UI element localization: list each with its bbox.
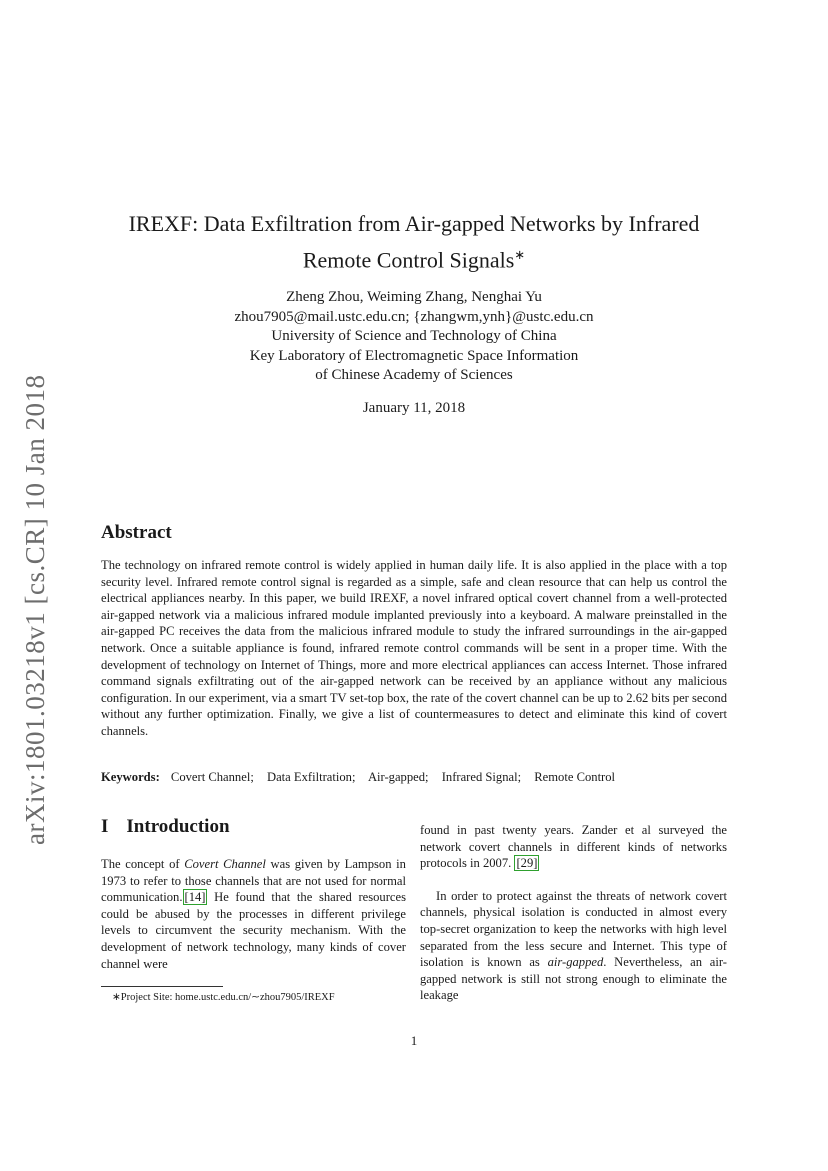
keyword-item: Air-gapped;	[367, 770, 429, 784]
text-run: was given by Lampson in 1973 to refer to those channels that are not used for normal communication.	[101, 857, 406, 905]
air-gapped-term: air-gapped	[547, 955, 604, 970]
arxiv-identifier-stamp: arXiv:1801.03218v1 [cs.CR] 10 Jan 2018	[20, 374, 50, 845]
intro-paragraph-continued	[420, 822, 727, 872]
affiliation-1: University of Science and Technology of China	[271, 328, 557, 344]
affiliation-2: Key Laboratory of Electromagnetic Space Information	[249, 347, 579, 364]
author-names: Zheng Zhou, Weiming Zhang, Nenghai Yu	[286, 289, 542, 305]
affiliation-3: of Chinese Academy of Sciences	[315, 367, 513, 383]
text-run: He found that the shared resources could be abused by the processes in different privilege levels to circumvent the security mechanism. With the development of network technology, many kinds of cover channel were	[101, 890, 406, 971]
citation-link-29[interactable]: [29]	[516, 856, 538, 871]
paper-date: January 11, 2018	[362, 400, 466, 416]
keyword-item: Covert Channel;	[170, 770, 254, 784]
section-title: Introduction	[126, 816, 230, 837]
abstract-text: The technology on infrared remote control is widely applied in human daily life. It is also applied in the place with a top security level. Infrared remote control signal is regarded as a simple, safe and clean resource that can help us control the electrical appliances nearby. In this paper, we build IREXF, a novel infrared optical covert channel from a well-protected air-gapped network via a malicious infrared module implanted previously into a keyboard. A malware preinstalled in the air-gapped PC receives the data from the malicious infrared module to study the infrared surroundings in the air-gapped network. Once a suitable appliance is found, infrared remote control commands will be sent in a proper time. With the development of technology on Internet of Things, more and more electrical appliances can access Internet. Those infrared command signals exfiltrating out of the air-gapped network can be received by an appliance without any malicious configuration. In our experiment, via a smart TV set-top box, the rate of the covert channel can be up to 2.62 bits per second without any further optimization. Finally, we give a list of countermeasures to detect and eliminate this kind of covert channels.	[101, 558, 727, 738]
citation-link-14[interactable]: [14]	[184, 890, 206, 905]
title-line-1: IREXF: Data Exfiltration from Air-gapped Networks by Infrared	[128, 211, 700, 236]
keyword-item: Remote Control	[534, 770, 616, 784]
covert-channel-term: Covert Channel	[184, 857, 266, 871]
text-run: found in past twenty years. Zander et al surveyed the network covert channels in different kinds of networks protocols in 2007.	[420, 823, 727, 871]
paper-title	[60, 208, 768, 275]
keywords-label: Keywords:	[101, 770, 160, 784]
text-run: In order to protect against the threats of network covert channels, physical isolation is conducted in almost every top-secret organization to keep the networks with high level separated from the less secure and Internet. This type of isolation is known as	[420, 888, 727, 970]
section-number: I	[101, 816, 109, 837]
title-line-2-text: Remote Control Signals	[302, 247, 515, 273]
author-block	[60, 288, 768, 386]
section-heading-introduction	[101, 816, 230, 838]
text-run: . Nevertheless, an air-gapped network is still not strong enough to eliminate the leakage	[420, 955, 727, 1003]
page-number: 1	[410, 1033, 418, 1048]
title-line-2	[60, 239, 768, 275]
title-footnote-mark[interactable]: ∗	[514, 247, 526, 262]
keyword-item: Data Exfiltration;	[266, 770, 356, 784]
author-emails: zhou7905@mail.ustc.edu.cn; {zhangwm,ynh}@ustc.edu.cn	[234, 308, 594, 325]
intro-paragraph-2	[420, 888, 727, 1004]
footnote-divider	[101, 986, 223, 987]
footnote-project-site: ∗Project Site: home.ustc.edu.cn/∼zhou7905/IREXF	[112, 992, 335, 1003]
left-column	[101, 856, 406, 972]
abstract-heading: Abstract	[101, 522, 172, 543]
keywords-line	[101, 770, 727, 785]
text-run: The concept of	[101, 857, 185, 871]
intro-paragraph-1	[101, 856, 406, 972]
right-column	[420, 822, 727, 1004]
keyword-item: Infrared Signal;	[441, 770, 522, 784]
